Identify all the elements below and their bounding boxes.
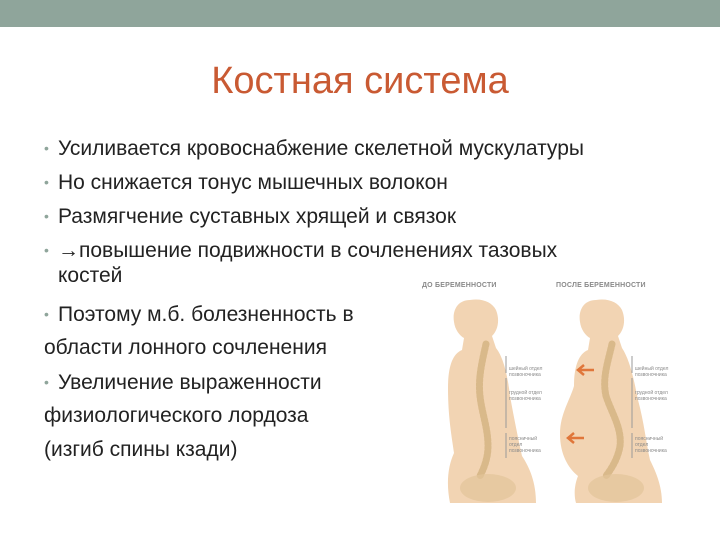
annotation-lumbar-after: поясничный отдел позвоночника [635,436,667,454]
text-line: физиологического лордоза [44,404,309,427]
bullet-item: • Размягчение суставных хрящей и связок [44,205,457,228]
slide-title: Костная система [211,60,509,102]
bullet-dot-icon: • [44,174,49,190]
spine-comparison-figure [418,278,673,506]
bullet-dot-icon: • [44,140,49,156]
label-before-pregnancy: ДО БЕРЕМЕННОСТИ [422,282,497,289]
bullet-dot-icon: • [44,374,49,390]
bullet-dot-icon: • [44,242,49,258]
annotation-cervical-before: шейный отдел позвоночника [509,366,543,378]
label-after-pregnancy: ПОСЛЕ БЕРЕМЕННОСТИ [556,282,646,289]
bullet-item: • Поэтому м.б. болезненность в [44,303,354,326]
annotation-thoracic-after: грудной отдел позвоночника [635,390,668,402]
text-line: (изгиб спины кзади) [44,438,238,461]
bullet-item: • Но снижается тонус мышечных волокон [44,171,448,194]
text-line: области лонного сочленения [44,336,327,359]
pelvis-after [588,474,644,502]
bullet-dot-icon: • [44,306,49,322]
bullet-item-continuation: костей [58,264,123,287]
annotation-lumbar-before: поясничный отдел позвоночника [509,436,541,454]
bullet-dot-icon: • [44,208,49,224]
annotation-cervical-after: шейный отдел позвоночника [635,366,669,378]
top-bar [0,0,720,27]
bullet-item: • Усиливается кровоснабжение скелетной мускулатуры [44,137,584,160]
pelvis-before [460,474,516,502]
bullet-item: • Увеличение выраженности [44,371,322,394]
bullet-item: • →повышение подвижности в сочленениях тазовых [44,239,558,262]
annotation-thoracic-before: грудной отдел позвоночника [509,390,542,402]
